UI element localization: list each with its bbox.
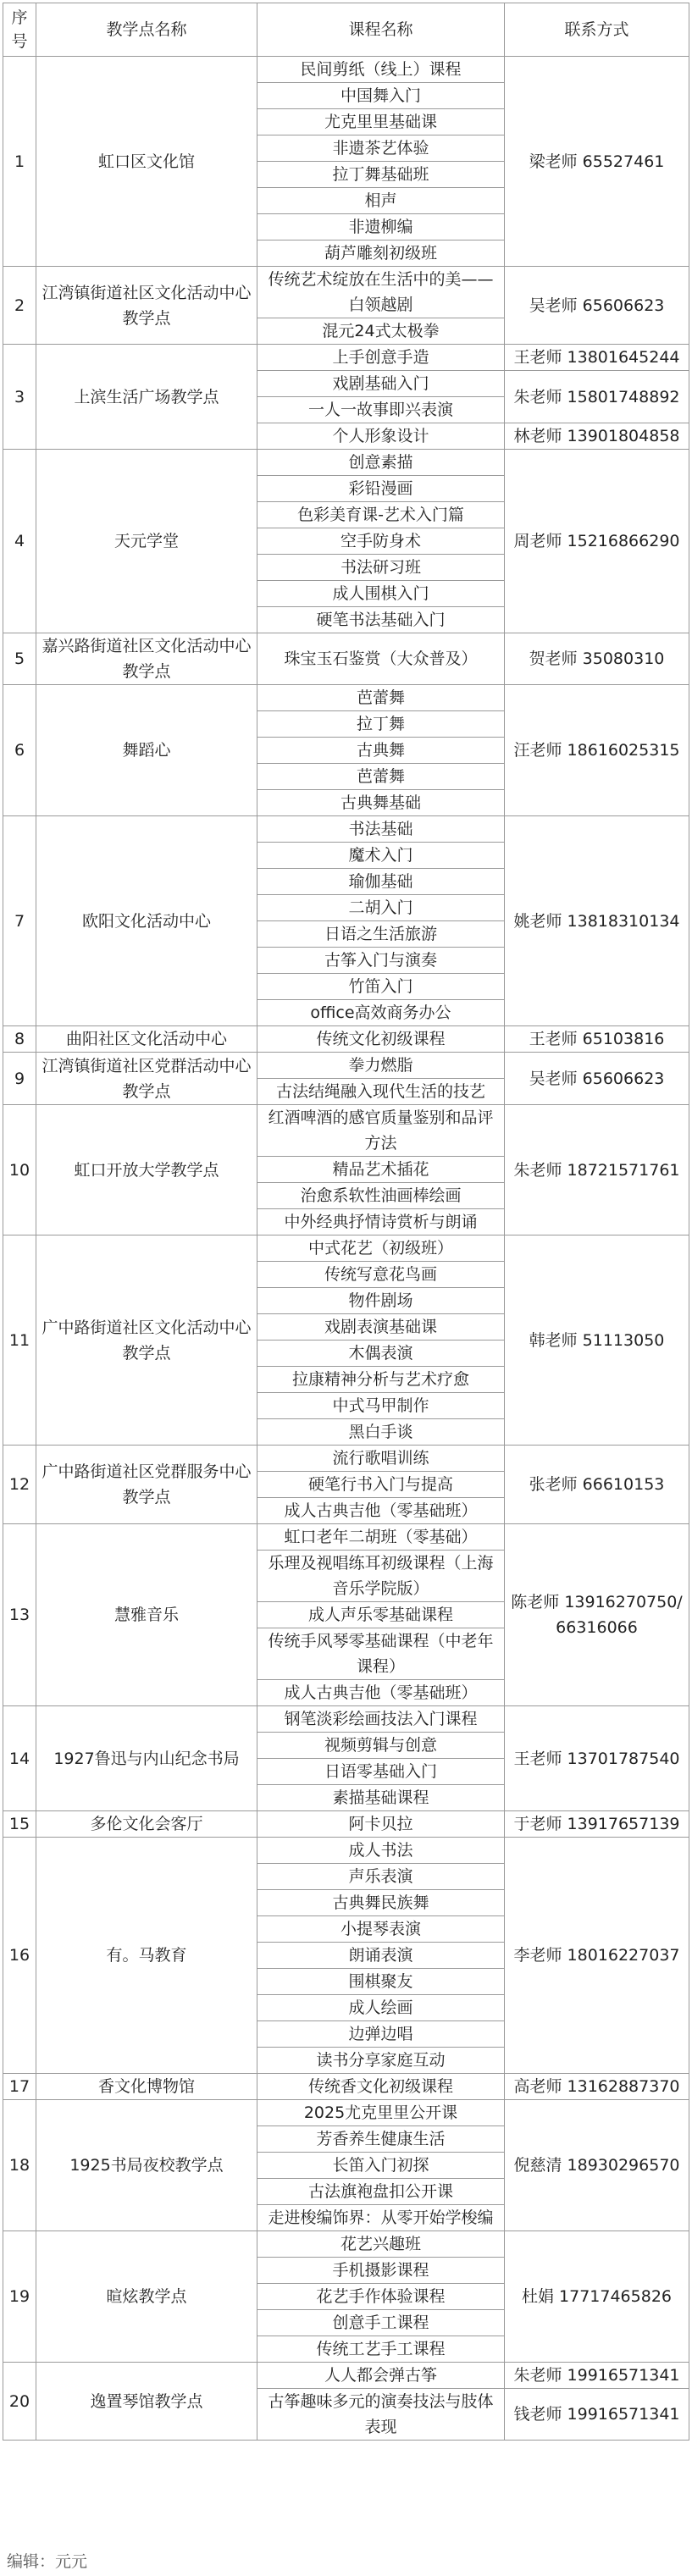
contact-info: 梁老师 65527461: [505, 57, 689, 267]
table-row: [3, 2363, 689, 2389]
course-name: 创意素描: [257, 450, 505, 476]
table-row: [3, 1235, 689, 1262]
venue-name: 虹口区文化馆: [36, 57, 257, 267]
row-number: 10: [3, 1105, 36, 1235]
contact-info: 汪老师 18616025315: [505, 685, 689, 816]
course-name: 朗诵表演: [257, 1943, 505, 1969]
table-row: [3, 2100, 689, 2126]
course-name: 传统文化初级课程: [257, 1026, 505, 1053]
table-row: [3, 57, 689, 83]
course-name: 古法结绳融入现代生活的技艺: [257, 1079, 505, 1105]
course-name: 葫芦雕刻初级班: [257, 240, 505, 267]
table-row: [3, 2074, 689, 2100]
row-number: 17: [3, 2074, 36, 2100]
course-name: 非遗柳编: [257, 214, 505, 240]
row-number: 3: [3, 345, 36, 450]
row-number: 15: [3, 1811, 36, 1838]
course-name: 边弹边唱: [257, 2021, 505, 2048]
contact-info: 朱老师 19916571341: [505, 2363, 689, 2389]
row-number: 14: [3, 1706, 36, 1811]
course-name: 民间剪纸（线上）课程: [257, 57, 505, 83]
course-name: 中式花艺（初级班）: [257, 1235, 505, 1262]
course-name: 拉丁舞基础班: [257, 162, 505, 188]
venue-name: 上滨生活广场教学点: [36, 345, 257, 450]
course-name: 成人声乐零基础课程: [257, 1602, 505, 1628]
course-name: 黑白手谈: [257, 1419, 505, 1446]
course-name: 木偶表演: [257, 1341, 505, 1367]
course-name: 成人书法: [257, 1838, 505, 1864]
course-name: 戏剧基础入门: [257, 371, 505, 397]
course-name: 古筝入门与演奏: [257, 948, 505, 974]
row-number: 7: [3, 816, 36, 1026]
venue-name: 虹口开放大学教学点: [36, 1105, 257, 1235]
venue-name: 天元学堂: [36, 450, 257, 633]
course-name: 物件剧场: [257, 1288, 505, 1314]
course-name: 传统写意花鸟画: [257, 1262, 505, 1288]
course-name: 彩铅漫画: [257, 476, 505, 502]
course-name: 虹口老年二胡班（零基础）: [257, 1524, 505, 1551]
row-number: 6: [3, 685, 36, 816]
course-name: 戏剧表演基础课: [257, 1314, 505, 1341]
course-name: 中国舞入门: [257, 83, 505, 109]
course-name: office高效商务办公: [257, 1000, 505, 1026]
course-name: 古典舞基础: [257, 790, 505, 816]
contact-info: 杜娟 17717465826: [505, 2231, 689, 2363]
table-row: [3, 450, 689, 476]
course-name: 日语零基础入门: [257, 1759, 505, 1785]
contact-info: 陈老师 13916270750/ 66316066: [505, 1524, 689, 1706]
course-name: 传统工艺手工课程: [257, 2336, 505, 2363]
venue-name: 江湾镇街道社区党群活动中心教学点: [36, 1053, 257, 1105]
course-name: 硬笔书法基础入门: [257, 607, 505, 633]
row-number: 16: [3, 1838, 36, 2074]
course-name: 长笛入门初探: [257, 2153, 505, 2179]
table-row: [3, 2231, 689, 2258]
course-name: 成人古典吉他（零基础班）: [257, 1498, 505, 1524]
venue-name: 香文化博物馆: [36, 2074, 257, 2100]
course-name: 非遗茶艺体验: [257, 135, 505, 162]
course-name: 古筝趣味多元的演奏技法与肢体表现: [257, 2389, 505, 2441]
contact-info: 王老师 13701787540: [505, 1706, 689, 1811]
course-name: 成人绘画: [257, 1995, 505, 2021]
course-schedule-table: [3, 3, 689, 2441]
course-name: 人人都会弹古筝: [257, 2363, 505, 2389]
contact-info: 朱老师 18721571761: [505, 1105, 689, 1235]
course-name: 个人形象设计: [257, 423, 505, 450]
course-name: 书法基础: [257, 816, 505, 843]
contact-info: 吴老师 65606623: [505, 267, 689, 345]
course-name: 硬笔行书入门与提高: [257, 1472, 505, 1498]
venue-name: 有。马教育: [36, 1838, 257, 2074]
course-name: 拉丁舞: [257, 711, 505, 738]
venue-name: 曲阳社区文化活动中心: [36, 1026, 257, 1053]
table-row: [3, 1446, 689, 1472]
row-number: 4: [3, 450, 36, 633]
course-name: 芭蕾舞: [257, 764, 505, 790]
course-name: 精品艺术插花: [257, 1157, 505, 1183]
course-name: 古典舞: [257, 738, 505, 764]
table-body: [3, 57, 689, 2441]
course-name: 声乐表演: [257, 1864, 505, 1890]
course-name: 素描基础课程: [257, 1785, 505, 1811]
row-number: 12: [3, 1446, 36, 1524]
course-name: 尤克里里基础课: [257, 109, 505, 135]
course-name: 成人围棋入门: [257, 581, 505, 607]
table-row: [3, 685, 689, 711]
course-name: 成人古典吉他（零基础班）: [257, 1680, 505, 1706]
table-row: [3, 1053, 689, 1079]
course-name: 视频剪辑与创意: [257, 1733, 505, 1759]
contact-info: 韩老师 51113050: [505, 1235, 689, 1446]
row-number: 18: [3, 2100, 36, 2231]
header-row: [3, 3, 689, 57]
header-contact: 联系方式: [505, 3, 689, 57]
venue-name: 慧雅音乐: [36, 1524, 257, 1706]
course-name: 传统手风琴零基础课程（中老年课程）: [257, 1628, 505, 1680]
course-name: 混元24式太极拳: [257, 318, 505, 345]
contact-info: 王老师 65103816: [505, 1026, 689, 1053]
row-number: 1: [3, 57, 36, 267]
course-name: 创意手工课程: [257, 2310, 505, 2336]
course-name: 芳香养生健康生活: [257, 2126, 505, 2153]
course-name: 花艺兴趣班: [257, 2231, 505, 2258]
course-name: 走进梭编饰界：从零开始学梭编: [257, 2205, 505, 2231]
header-venue: 教学点名称: [36, 3, 257, 57]
course-name: 手机摄影课程: [257, 2258, 505, 2284]
venue-name: 逸置琴馆教学点: [36, 2363, 257, 2441]
venue-name: 多伦文化会客厅: [36, 1811, 257, 1838]
editor-credit: 编辑：元元: [7, 2552, 88, 2571]
course-name: 拳力燃脂: [257, 1053, 505, 1079]
course-name: 一人一故事即兴表演: [257, 397, 505, 423]
header-no: 序号: [3, 3, 36, 57]
contact-info: 贺老师 35080310: [505, 633, 689, 685]
course-name: 中外经典抒情诗赏析与朗诵: [257, 1209, 505, 1235]
course-name: 珠宝玉石鉴赏（大众普及）: [257, 633, 505, 685]
course-name: 相声: [257, 188, 505, 214]
course-name: 阿卡贝拉: [257, 1811, 505, 1838]
course-name: 乐理及视唱练耳初级课程（上海音乐学院版）: [257, 1551, 505, 1602]
course-name: 中式马甲制作: [257, 1393, 505, 1419]
row-number: 2: [3, 267, 36, 345]
venue-name: 广中路街道社区文化活动中心教学点: [36, 1235, 257, 1446]
course-name: 日语之生活旅游: [257, 921, 505, 948]
venue-name: 1927鲁迅与内山纪念书局: [36, 1706, 257, 1811]
contact-info: 林老师 13901804858: [505, 423, 689, 450]
table-row: [3, 1811, 689, 1838]
course-name: 古典舞民族舞: [257, 1890, 505, 1916]
header-course: 课程名称: [257, 3, 505, 57]
course-name: 流行歌唱训练: [257, 1446, 505, 1472]
table-row: [3, 1706, 689, 1733]
table-row: [3, 1026, 689, 1053]
contact-info: 李老师 18016227037: [505, 1838, 689, 2074]
contact-info: 高老师 13162887370: [505, 2074, 689, 2100]
course-name: 钢笔淡彩绘画技法入门课程: [257, 1706, 505, 1733]
course-name: 竹笛入门: [257, 974, 505, 1000]
venue-name: 舞蹈心: [36, 685, 257, 816]
row-number: 5: [3, 633, 36, 685]
course-name: 传统香文化初级课程: [257, 2074, 505, 2100]
venue-name: 欧阳文化活动中心: [36, 816, 257, 1026]
contact-info: 于老师 13917657139: [505, 1811, 689, 1838]
course-name: 传统艺术绽放在生活中的美——白领越剧: [257, 267, 505, 318]
course-name: 空手防身术: [257, 528, 505, 555]
course-name: 拉康精神分析与艺术疗愈: [257, 1367, 505, 1393]
course-name: 红酒啤酒的感官质量鉴别和品评方法: [257, 1105, 505, 1157]
table-row: [3, 1838, 689, 1864]
row-number: 8: [3, 1026, 36, 1053]
venue-name: 嘉兴路街道社区文化活动中心教学点: [36, 633, 257, 685]
row-number: 13: [3, 1524, 36, 1706]
course-name: 色彩美育课-艺术入门篇: [257, 502, 505, 528]
contact-info: 倪慈清 18930296570: [505, 2100, 689, 2231]
table-row: [3, 816, 689, 843]
course-name: 2025尤克里里公开课: [257, 2100, 505, 2126]
venue-name: 广中路街道社区党群服务中心教学点: [36, 1446, 257, 1524]
contact-info: 姚老师 13818310134: [505, 816, 689, 1026]
course-name: 二胡入门: [257, 895, 505, 921]
table-row: [3, 345, 689, 371]
contact-info: 王老师 13801645244: [505, 345, 689, 371]
contact-info: 吴老师 65606623: [505, 1053, 689, 1105]
course-name: 瑜伽基础: [257, 869, 505, 895]
course-name: 魔术入门: [257, 843, 505, 869]
contact-info: 周老师 15216866290: [505, 450, 689, 633]
venue-name: 1925书局夜校教学点: [36, 2100, 257, 2231]
row-number: 19: [3, 2231, 36, 2363]
course-name: 上手创意手造: [257, 345, 505, 371]
course-name: 古法旗袍盘扣公开课: [257, 2179, 505, 2205]
row-number: 20: [3, 2363, 36, 2441]
contact-info: 张老师 66610153: [505, 1446, 689, 1524]
table-row: [3, 1524, 689, 1551]
row-number: 9: [3, 1053, 36, 1105]
course-name: 花艺手作体验课程: [257, 2284, 505, 2310]
course-name: 书法研习班: [257, 555, 505, 581]
course-name: 读书分享家庭互动: [257, 2048, 505, 2074]
course-name: 芭蕾舞: [257, 685, 505, 711]
contact-info: 钱老师 19916571341: [505, 2389, 689, 2441]
row-number: 11: [3, 1235, 36, 1446]
course-name: 围棋聚友: [257, 1969, 505, 1995]
contact-info: 朱老师 15801748892: [505, 371, 689, 423]
venue-name: 江湾镇街道社区文化活动中心教学点: [36, 267, 257, 345]
venue-name: 暄炫教学点: [36, 2231, 257, 2363]
course-name: 治愈系软性油画棒绘画: [257, 1183, 505, 1209]
course-name: 小提琴表演: [257, 1916, 505, 1943]
